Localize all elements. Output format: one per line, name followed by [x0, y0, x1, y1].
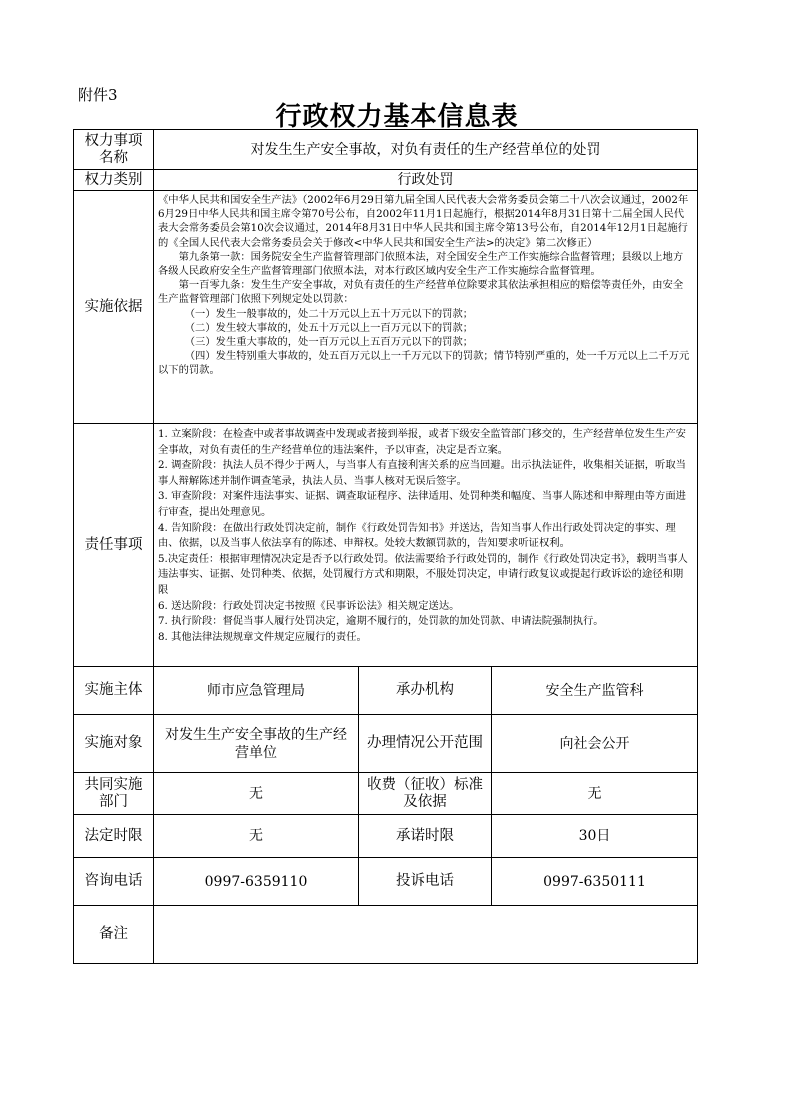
basis-paragraph: （三）发生重大事故的，处一百万元以上五百万元以下的罚款； [184, 336, 474, 349]
responsibility-item: 6. 送达阶段：行政处罚决定书按照《民事诉讼法》相关规定送达。 [158, 599, 460, 612]
info-table [73, 129, 698, 964]
remarks-label: 备注 [74, 906, 154, 964]
agency-value: 安全生产监管科 [492, 667, 698, 715]
row-power-type [74, 170, 698, 191]
complaint-phone-value: 0997-6350111 [492, 858, 698, 906]
fee-label: 收费（征收）标准及依据 [359, 773, 492, 815]
row-joint [74, 773, 698, 815]
legal-time-label: 法定时限 [74, 815, 154, 858]
responsibility-label: 责任事项 [74, 424, 154, 667]
annex-label: 附件3 [78, 86, 118, 104]
disclosure-value: 向社会公开 [492, 715, 698, 773]
row-remarks [74, 906, 698, 964]
basis-paragraph: 第九条第一款：国务院安全生产监督管理部门依照本法，对全国安全生产工作实施综合监督管理；县级以上地方各级人民政府安全生产监督管理部门依照本法，对本行政区域内安全生产工作实施综合监督管理。 [158, 250, 684, 278]
consult-phone-value: 0997-6359110 [154, 858, 359, 906]
promise-time-value: 30日 [492, 815, 698, 858]
responsibility-item: 2. 调查阶段：执法人员不得少于两人，与当事人有直接利害关系的应当回避。出示执法证件，收集相关证据，听取当事人辩解陈述并制作调查笔录，执法人员、当事人核对无误后签字。 [158, 459, 686, 487]
responsibility-item: 8. 其他法律法规规章文件规定应履行的责任。 [158, 630, 367, 643]
power-name-label: 权力事项名称 [74, 130, 154, 170]
row-target [74, 715, 698, 773]
responsibility-item: 4. 告知阶段：在做出行政处罚决定前，制作《行政处罚告知书》并送达，告知当事人作出行政处罚决定的事实、理由、依据，以及当事人依法享有的陈述、申辩权。处较大数额罚款的，告知要求听证权利。 [158, 521, 676, 550]
power-type-value: 行政处罚 [154, 170, 698, 191]
row-responsibility [74, 424, 698, 667]
basis-paragraph: （一）发生一般事故的，处二十万元以上五十万元以下的罚款； [184, 307, 474, 320]
row-phone [74, 858, 698, 906]
subject-value: 师市应急管理局 [154, 667, 359, 715]
promise-time-label: 承诺时限 [359, 815, 492, 858]
joint-label: 共同实施部门 [74, 773, 154, 815]
power-name-value: 对发生生产安全事故，对负有责任的生产经营单位的处罚 [154, 130, 698, 170]
basis-label: 实施依据 [74, 191, 154, 424]
target-value: 对发生生产安全事故的生产经营单位 [154, 715, 359, 773]
row-basis [74, 191, 698, 424]
agency-label: 承办机构 [359, 667, 492, 715]
disclosure-label: 办理情况公开范围 [359, 715, 492, 773]
row-power-name [74, 130, 698, 170]
joint-value: 无 [154, 773, 359, 815]
responsibility-item: 1. 立案阶段：在检查中或者事故调查中发现或者接到举报，或者下级安全监管部门移交的，生产经营单位发生生产安全事故，对负有责任的生产经营单位的违法案件，予以审查，决定是否立案。 [158, 428, 686, 456]
basis-paragraph: 第一百零九条：发生生产安全事故，对负有责任的生产经营单位除要求其依法承担相应的赔偿等责任外，由安全生产监督管理部门依照下列规定处以罚款： [158, 279, 684, 306]
remarks-value [154, 906, 698, 964]
legal-time-value: 无 [154, 815, 359, 858]
responsibility-item: 5.决定责任：根据审理情况决定是否予以行政处罚。依法需要给予行政处罚的，制作《行政处罚决定书》，载明当事人违法事实、证据、处罚种类、依据，处罚履行方式和期限，不服处罚决定，申请行政复议或提起行政诉讼的途径和期限 [158, 552, 688, 596]
row-subject [74, 667, 698, 715]
basis-paragraph: 《中华人民共和国安全生产法》（2002年6月29日第九届全国人民代表大会常务委员会第二十八次会议通过，2002年6月29日中华人民共和国主席令第70号公布，自2002年11月1日起施行，根据2014年8月31日第十二届全国人民代表大会常务委员会第10次会议通过，2014年8月31日中华人民共和国主席令第13号公布，自2014年12月1日起施行的《全国人民代表大会常务委员会关于修改<中华人民共和国安全生产法>的决定》第二次修正） [158, 194, 689, 249]
consult-phone-label: 咨询电话 [74, 858, 154, 906]
target-label: 实施对象 [74, 715, 154, 773]
power-type-label: 权力类别 [74, 170, 154, 191]
subject-label: 实施主体 [74, 667, 154, 715]
responsibility-item: 3. 审查阶段：对案件违法事实、证据、调查取证程序、法律适用、处罚种类和幅度、当事人陈述和申辩理由等方面进行审查，提出处理意见。 [158, 490, 686, 518]
basis-paragraph: （二）发生较大事故的，处五十万元以上一百万元以下的罚款； [184, 321, 474, 334]
fee-value: 无 [492, 773, 698, 815]
page-title: 行政权力基本信息表 [275, 102, 519, 132]
basis-paragraph: （四）发生特别重大事故的，处五百万元以上一千万元以下的罚款；情节特别严重的，处一千万元以上二千万元以下的罚款。 [158, 350, 690, 377]
responsibility-text [154, 424, 698, 667]
complaint-phone-label: 投诉电话 [359, 858, 492, 906]
responsibility-item: 7. 执行阶段：督促当事人履行处罚决定，逾期不履行的，处罚款的加处罚款、申请法院强制执行。 [158, 615, 604, 628]
row-time-limit [74, 815, 698, 858]
basis-text [154, 191, 698, 424]
